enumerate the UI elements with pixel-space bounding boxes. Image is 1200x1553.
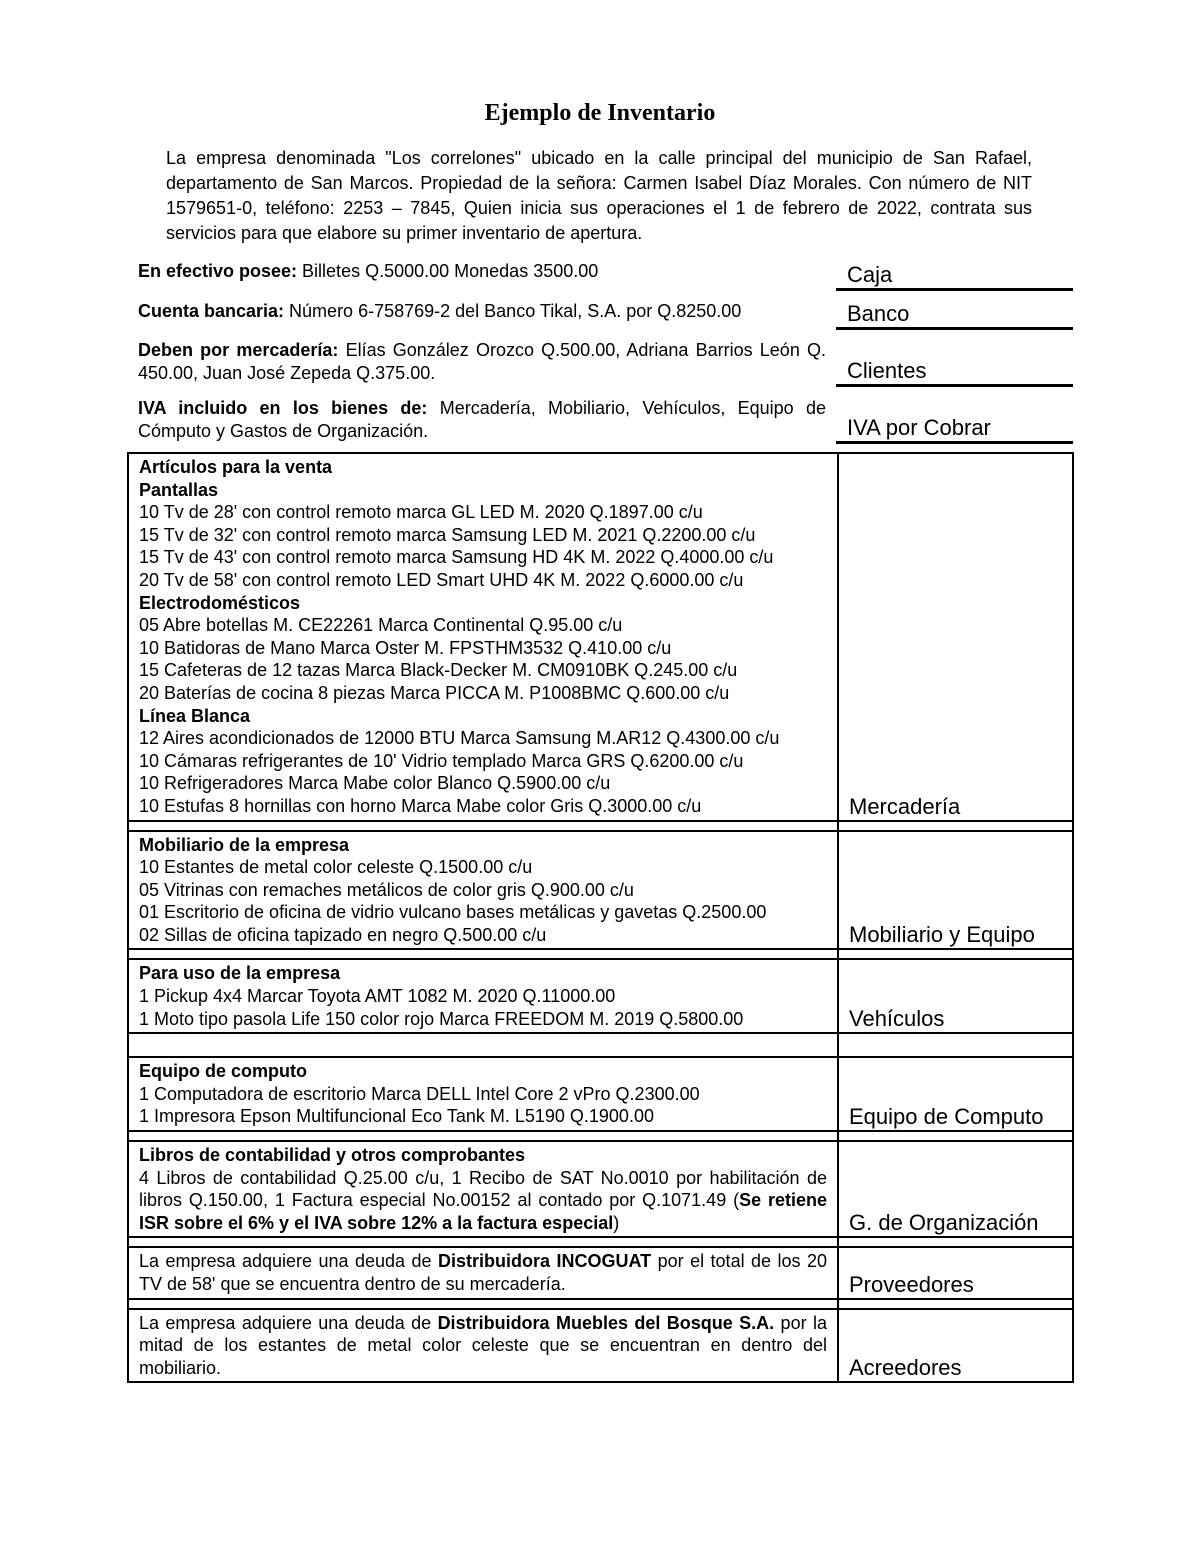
bold-text: Distribuidora Muebles del Bosque S.A. xyxy=(437,1312,775,1333)
mobiliario-row xyxy=(128,831,1073,950)
list-item: 02 Sillas de oficina tapizado en negro Q.500.00 c/u xyxy=(139,924,547,945)
iva-row xyxy=(138,397,826,443)
row-text: Número 6-758769-2 del Banco Tikal, S.A. por Q.8250.00 xyxy=(284,301,742,321)
row-text: Elías González Orozco Q.500.00, Adriana Barrios León Q. 450.00, Juan José Zepeda Q.375.00. xyxy=(138,340,826,383)
clientes-row xyxy=(138,339,826,385)
account-acreedores: Acreedores xyxy=(838,1309,1073,1383)
account-banco: Banco xyxy=(836,301,1073,330)
section-heading: Artículos para la venta xyxy=(139,457,333,477)
list-item: 05 Vitrinas con remaches metálicos de color gris Q.900.00 c/u xyxy=(139,879,634,900)
account-caja: Caja xyxy=(836,262,1073,291)
account-mobiliario: Mobiliario y Equipo xyxy=(838,831,1073,950)
subsection-heading: Línea Blanca xyxy=(139,705,251,726)
section-heading: Libros de contabilidad y otros comprobantes xyxy=(139,1145,526,1166)
vehiculos-row xyxy=(128,959,1073,1033)
subsection-heading: Pantallas xyxy=(139,479,219,500)
text-part: La empresa adquiere una deuda de xyxy=(139,1251,438,1272)
spacer-row xyxy=(128,1237,1073,1247)
list-item: 10 Estantes de metal color celeste Q.1500.00 c/u xyxy=(139,857,533,878)
acreedores-row xyxy=(128,1309,1073,1383)
section-heading: Mobiliario de la empresa xyxy=(139,834,350,855)
list-item: 10 Tv de 28' con control remoto marca GL LED M. 2020 Q.1897.00 c/u xyxy=(139,502,703,523)
list-item: 15 Tv de 43' con control remoto marca Samsung HD 4K M. 2022 Q.4000.00 c/u xyxy=(139,547,774,568)
intro-paragraph: La empresa denominada "Los correlones" ubicado en la calle principal del municipio de San Rafael, departamento de San Marcos. Propiedad de la señora: Carmen Isabel Díaz Morales. Con número de NIT 1579651-0, teléfono: 2253 – 7845, Quien inicia sus operaciones el 1 de febrero de 2022, contrata sus servicios para que elabore su primer inventario de apertura. xyxy=(166,148,1032,243)
organizacion-description xyxy=(128,1141,838,1237)
proveedores-description xyxy=(128,1247,838,1298)
text-part: ) xyxy=(613,1212,620,1233)
account-iva: IVA por Cobrar xyxy=(836,415,1073,444)
efectivo-row xyxy=(138,260,826,283)
row-label: IVA incluido en los bienes de: xyxy=(138,398,428,418)
list-item: 15 Cafeteras de 12 tazas Marca Black-Decker M. CM0910BK Q.245.00 c/u xyxy=(139,660,738,681)
list-item: 10 Cámaras refrigerantes de 10' Vidrio templado Marca GRS Q.6200.00 c/u xyxy=(139,750,744,771)
account-vehiculos: Vehículos xyxy=(838,959,1073,1033)
list-item: 10 Estufas 8 hornillas con horno Marca Mabe color Gris Q.3000.00 c/u xyxy=(139,795,702,816)
account-organizacion: G. de Organización xyxy=(838,1141,1073,1237)
account-mercaderia: Mercadería xyxy=(838,453,1073,821)
equipo-description xyxy=(128,1057,838,1131)
list-item: 1 Moto tipo pasola Life 150 color rojo Marca FREEDOM M. 2019 Q.5800.00 xyxy=(139,1008,744,1029)
inventory-table xyxy=(127,452,1074,1383)
banco-row xyxy=(138,300,826,323)
subsection-heading: Electrodomésticos xyxy=(139,592,301,613)
text-part: por el total de los 20 TV de 58' que se encuentra dentro de su mercadería. xyxy=(139,1251,828,1294)
mobiliario-description xyxy=(128,831,838,950)
page-title: Ejemplo de Inventario xyxy=(484,100,716,126)
mercaderia-row xyxy=(128,453,1073,821)
list-item: 1 Impresora Epson Multifuncional Eco Tank M. L5190 Q.1900.00 xyxy=(139,1106,654,1127)
mercaderia-description xyxy=(128,453,838,821)
list-item: 1 Pickup 4x4 Marcar Toyota AMT 1082 M. 2020 Q.11000.00 xyxy=(139,986,616,1007)
row-text: Mercadería, Mobiliario, Vehículos, Equipo de Cómputo y Gastos de Organización. xyxy=(138,398,826,441)
row-label: En efectivo posee: xyxy=(138,261,298,281)
list-item: 20 Baterías de cocina 8 piezas Marca PICCA M. P1008BMC Q.600.00 c/u xyxy=(139,682,730,703)
spacer-row xyxy=(128,1131,1073,1141)
list-item: 01 Escritorio de oficina de vidrio vulcano bases metálicas y gavetas Q.2500.00 xyxy=(139,902,767,923)
text-part: 4 Libros de contabilidad Q.25.00 c/u, 1 Recibo de SAT No.0010 por habilitación de libros Q.150.00, 1 Factura especial No.00152 al contado por Q.1071.49 ( xyxy=(139,1167,827,1211)
row-label: Deben por mercadería: xyxy=(138,340,339,360)
spacer-row xyxy=(128,821,1073,831)
list-item: 05 Abre botellas M. CE22261 Marca Continental Q.95.00 c/u xyxy=(139,615,623,636)
list-item: 10 Refrigeradores Marca Mabe color Blanco Q.5900.00 c/u xyxy=(139,773,611,794)
text-part: por la mitad de los estantes de metal color celeste que se encuentran en dentro del mobiliario. xyxy=(139,1312,827,1378)
vehiculos-description xyxy=(128,959,838,1033)
list-item: 1 Computadora de escritorio Marca DELL Intel Core 2 vPro Q.2300.00 xyxy=(139,1083,700,1104)
proveedores-row xyxy=(128,1247,1073,1298)
acreedores-description xyxy=(128,1309,838,1383)
list-item: 12 Aires acondicionados de 12000 BTU Marca Samsung M.AR12 Q.4300.00 c/u xyxy=(139,728,780,749)
bold-text: Se retiene ISR sobre el 6% y el IVA sobre 12% a la factura especial xyxy=(139,1190,827,1233)
account-clientes: Clientes xyxy=(836,358,1073,387)
list-item: 10 Batidoras de Mano Marca Oster M. FPSTHM3532 Q.410.00 c/u xyxy=(139,637,672,658)
account-proveedores: Proveedores xyxy=(838,1247,1073,1298)
bold-text: Distribuidora INCOGUAT xyxy=(438,1251,652,1272)
organizacion-text xyxy=(139,1167,827,1235)
section-heading: Para uso de la empresa xyxy=(139,963,341,984)
spacer-row xyxy=(128,1299,1073,1309)
row-text: Billetes Q.5000.00 Monedas 3500.00 xyxy=(297,261,599,281)
section-heading: Equipo de computo xyxy=(139,1061,307,1082)
text-part: La empresa adquiere una deuda de xyxy=(139,1312,438,1333)
organizacion-row xyxy=(128,1141,1073,1237)
list-item: 15 Tv de 32' con control remoto marca Samsung LED M. 2021 Q.2200.00 c/u xyxy=(139,524,756,545)
row-label: Cuenta bancaria: xyxy=(138,301,285,321)
account-equipo: Equipo de Computo xyxy=(838,1057,1073,1131)
equipo-row xyxy=(128,1057,1073,1131)
list-item: 20 Tv de 58' con control remoto LED Smart UHD 4K M. 2022 Q.6000.00 c/u xyxy=(139,569,744,590)
spacer-row xyxy=(128,949,1073,959)
spacer-row xyxy=(128,1033,1073,1057)
